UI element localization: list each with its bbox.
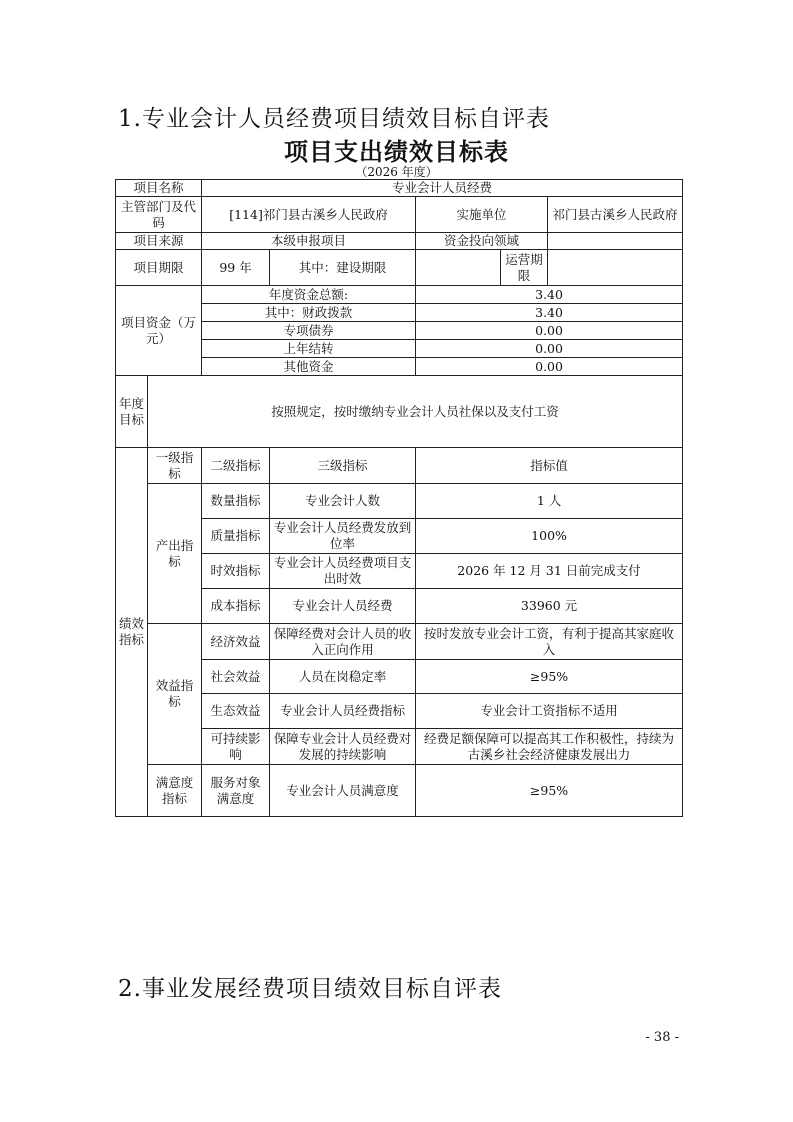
other-funds-label: 其他资金 [202, 358, 416, 376]
indicator-l3: 专业会计人员满意度 [270, 765, 416, 817]
indicator-l2: 经济效益 [202, 624, 270, 660]
department-label: 主管部门及代码 [116, 197, 202, 233]
carryover-label: 上年结转 [202, 340, 416, 358]
fund-area-value [548, 233, 683, 250]
indicator-l3: 专业会计人员经费发放到位率 [270, 519, 416, 554]
year-label: （2026 年度） [355, 165, 438, 179]
special-bond-label: 专项债券 [202, 322, 416, 340]
indicator-value: 2026 年 12 月 31 日前完成支付 [416, 554, 683, 589]
annual-goal-label: 年度目标 [116, 376, 148, 448]
level2-header: 二级指标 [202, 448, 270, 484]
indicator-value: 按时发放专业会计工资，有利于提高其家庭收入 [416, 624, 683, 660]
other-funds-value: 0.00 [416, 358, 683, 376]
indicator-l2: 可持续影响 [202, 729, 270, 765]
section-heading-2: 2.事业发展经费项目绩效目标自评表 [118, 976, 502, 1002]
funds-label: 项目资金（万元） [116, 286, 202, 376]
indicator-value: ≥95% [416, 660, 683, 694]
indicator-l3: 专业会计人数 [270, 484, 416, 519]
build-period-value [416, 250, 501, 286]
level3-header: 三级指标 [270, 448, 416, 484]
special-bond-value: 0.00 [416, 322, 683, 340]
annual-goal-value: 按照规定，按时缴纳专业会计人员社保以及支付工资 [148, 376, 683, 448]
indicator-l2: 数量指标 [202, 484, 270, 519]
indicator-value: 100% [416, 519, 683, 554]
carryover-value: 0.00 [416, 340, 683, 358]
benefit-indicators-label: 效益指标 [148, 624, 202, 765]
indicator-l3: 专业会计人员经费 [270, 589, 416, 624]
performance-target-table [115, 179, 683, 817]
output-indicators-label: 产出指标 [148, 484, 202, 624]
indicator-l2: 时效指标 [202, 554, 270, 589]
op-period-value [548, 250, 683, 286]
indicator-l3: 保障经费对会计人员的收入正向作用 [270, 624, 416, 660]
project-name-value: 专业会计人员经费 [202, 180, 683, 197]
fund-area-label: 资金投向领域 [416, 233, 548, 250]
indicator-l2: 社会效益 [202, 660, 270, 694]
indicator-l3: 专业会计人员经费项目支出时效 [270, 554, 416, 589]
fiscal-value: 3.40 [416, 304, 683, 322]
table-title: 项目支出绩效目标表 [284, 138, 509, 166]
annual-total-value: 3.40 [416, 286, 683, 304]
indicator-l2: 成本指标 [202, 589, 270, 624]
indicator-l3: 保障专业会计人员经费对发展的持续影响 [270, 729, 416, 765]
impl-unit-value: 祁门县古溪乡人民政府 [548, 197, 683, 233]
fiscal-label: 其中：财政拨款 [202, 304, 416, 322]
satisfaction-indicators-label: 满意度指标 [148, 765, 202, 817]
indicator-l2: 服务对象满意度 [202, 765, 270, 817]
indicator-value: ≥95% [416, 765, 683, 817]
indicator-value: 33960 元 [416, 589, 683, 624]
period-value: 99 年 [202, 250, 270, 286]
indicator-l3: 专业会计人员经费指标 [270, 694, 416, 729]
op-period-label: 运营期限 [501, 250, 548, 286]
perf-indicators-label: 绩效指标 [116, 448, 148, 817]
indicator-value-header: 指标值 [416, 448, 683, 484]
indicator-value: 经费足额保障可以提高其工作积极性，持续为古溪乡社会经济健康发展出力 [416, 729, 683, 765]
page-number: - 38 - [645, 1030, 679, 1045]
period-label: 项目期限 [116, 250, 202, 286]
indicator-l3: 人员在岗稳定率 [270, 660, 416, 694]
annual-total-label: 年度资金总额: [202, 286, 416, 304]
source-value: 本级申报项目 [202, 233, 416, 250]
department-value: [114]祁门县古溪乡人民政府 [202, 197, 416, 233]
indicator-l2: 质量指标 [202, 519, 270, 554]
indicator-value: 专业会计工资指标不适用 [416, 694, 683, 729]
indicator-value: 1 人 [416, 484, 683, 519]
section-heading-1: 1.专业会计人员经费项目绩效目标自评表 [118, 106, 550, 132]
impl-unit-label: 实施单位 [416, 197, 548, 233]
indicator-l2: 生态效益 [202, 694, 270, 729]
level1-header: 一级指标 [148, 448, 202, 484]
source-label: 项目来源 [116, 233, 202, 250]
project-name-label: 项目名称 [116, 180, 202, 197]
build-period-label: 其中：建设期限 [270, 250, 416, 286]
